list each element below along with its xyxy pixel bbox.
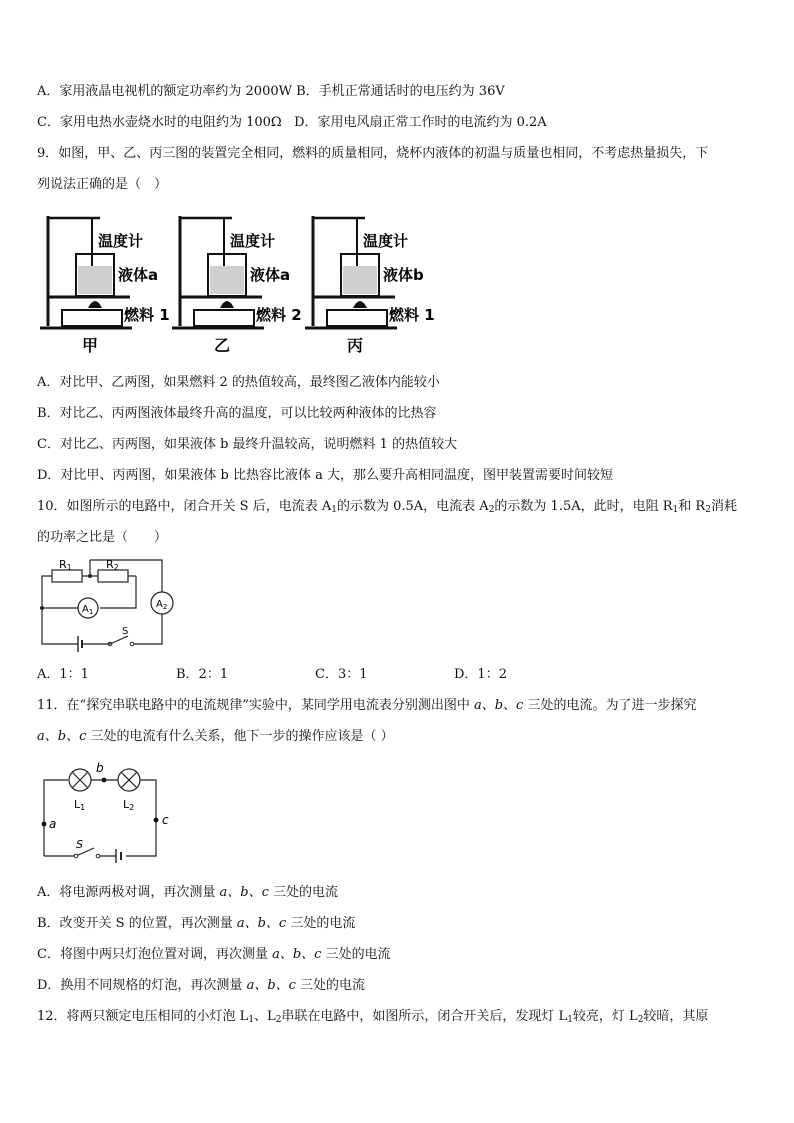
q9-jia-thermometer-label: 温度计 (98, 232, 144, 250)
q8-option-a: A．家用液晶电视机的额定功率约为 2000W (37, 84, 292, 99)
q11-point-c-label: c (162, 813, 169, 827)
q10-r1-label: R1 (59, 558, 72, 572)
q8-option-c: C．家用电热水壶烧水时的电阻约为 100Ω (37, 115, 282, 130)
q9-yi-fuel-label: 燃料 2 (256, 306, 302, 324)
q9-jia-caption: 甲 (82, 336, 99, 355)
q8-option-b: B．手机正常通话时的电压约为 36V (296, 84, 505, 99)
q9-option-a: A．对比甲、乙两图，如果燃料 2 的热值较高，最终图乙液体内能较小 (37, 375, 440, 390)
q11-stem-line2: a、b、c 三处的电流有什么关系，他下一步的操作应该是（ ） (37, 729, 394, 744)
q12-stem-line1: 12．将两只额定电压相同的小灯泡 $L_1$、$L_2$串联在电路中，如图所示，闭合开关后，发现灯 $L_1$较亮，灯 $L_2$较暗，其原 (37, 1009, 709, 1025)
q10-options (37, 666, 507, 684)
q9-panel-yi (172, 216, 302, 355)
q9-panel-bing (305, 216, 435, 355)
q9-panel-jia (40, 216, 170, 355)
q9-bing-thermometer-label: 温度计 (363, 232, 409, 250)
q9-yi-liquid-label: 液体a (250, 266, 291, 284)
q9-bing-liquid-label: 液体b (383, 266, 424, 284)
q11-point-a-label: a (49, 817, 57, 831)
q11-option-a: A．将电源两极对调，再次测量 a、b、c 三处的电流 (37, 885, 339, 900)
q10-circuit-figure (36, 556, 186, 656)
q10-ammeter-a1-label: $A_1$ (82, 604, 94, 616)
q10-option-d: D．1：2 (454, 667, 507, 682)
q8-options-row2 (37, 114, 547, 132)
q9-bing-fuel-label: 燃料 1 (389, 306, 435, 324)
q10-switch-label: S (122, 626, 129, 637)
q11-point-b-label: b (96, 761, 104, 775)
q11-switch-label: S (76, 838, 83, 851)
q11-stem-line1: 11．在“探究串联电路中的电流规律”实验中，某同学用电流表分别测出图中 a、b、c 三处的电流。为了进一步探究 (37, 698, 697, 713)
q9-yi-thermometer-label: 温度计 (230, 232, 276, 250)
q9-bing-caption: 丙 (347, 336, 364, 355)
q9-yi-caption: 乙 (214, 336, 231, 355)
q10-stem-line2: 的功率之比是（ ） (37, 530, 168, 545)
q9-stem-line2: 列说法正确的是（ ） (37, 177, 168, 192)
q9-option-c: C．对比乙、丙两图，如果液体 b 最终升温较高，说明燃料 1 的热值较大 (37, 437, 458, 452)
q11-l2-label: L2 (123, 798, 135, 812)
q11-circuit-figure (36, 758, 186, 866)
q10-ammeter-a2-label: $A_2$ (156, 599, 168, 611)
q10-option-c: C．3：1 (315, 667, 368, 682)
q9-jia-fuel-label: 燃料 1 (124, 306, 170, 324)
q10-option-b: B．2：1 (176, 667, 229, 682)
q11-option-d: D．换用不同规格的灯泡，再次测量 a、b、c 三处的电流 (37, 978, 366, 993)
q10-option-a: A．1：1 (37, 667, 89, 682)
q8-options-row1 (37, 83, 505, 101)
q8-option-d: D．家用电风扇正常工作时的电流约为 0.2A (294, 115, 547, 130)
q11-option-c: C．将图中两只灯泡位置对调，再次测量 a、b、c 三处的电流 (37, 947, 391, 962)
q11-option-b: B．改变开关 S 的位置，再次测量 a、b、c 三处的电流 (37, 916, 356, 931)
q10-stem-line1: 10．如图所示的电路中，闭合开关 S 后，电流表 $A_1$的示数为 0.5A，电流表 $A_2$的示数为 1.5A，此时，电阻 $R_1$和 $R_2$消耗 (37, 499, 737, 515)
q9-figure (40, 208, 440, 358)
q10-r2-label: R2 (106, 558, 119, 572)
q9-option-d: D．对比甲、丙两图，如果液体 b 比热容比液体 a 大，那么要升高相同温度，图甲装置需要时间较短 (37, 468, 614, 483)
q9-stem-line1: 9．如图，甲、乙、丙三图的装置完全相同，燃料的质量相同，烧杯内液体的初温与质量也相同，不考虑热量损失，下 (37, 146, 709, 161)
q9-option-b: B．对比乙、丙两图液体最终升高的温度，可以比较两种液体的比热容 (37, 406, 437, 421)
q9-jia-liquid-label: 液体a (118, 266, 159, 284)
q11-l1-label: L1 (74, 798, 86, 812)
